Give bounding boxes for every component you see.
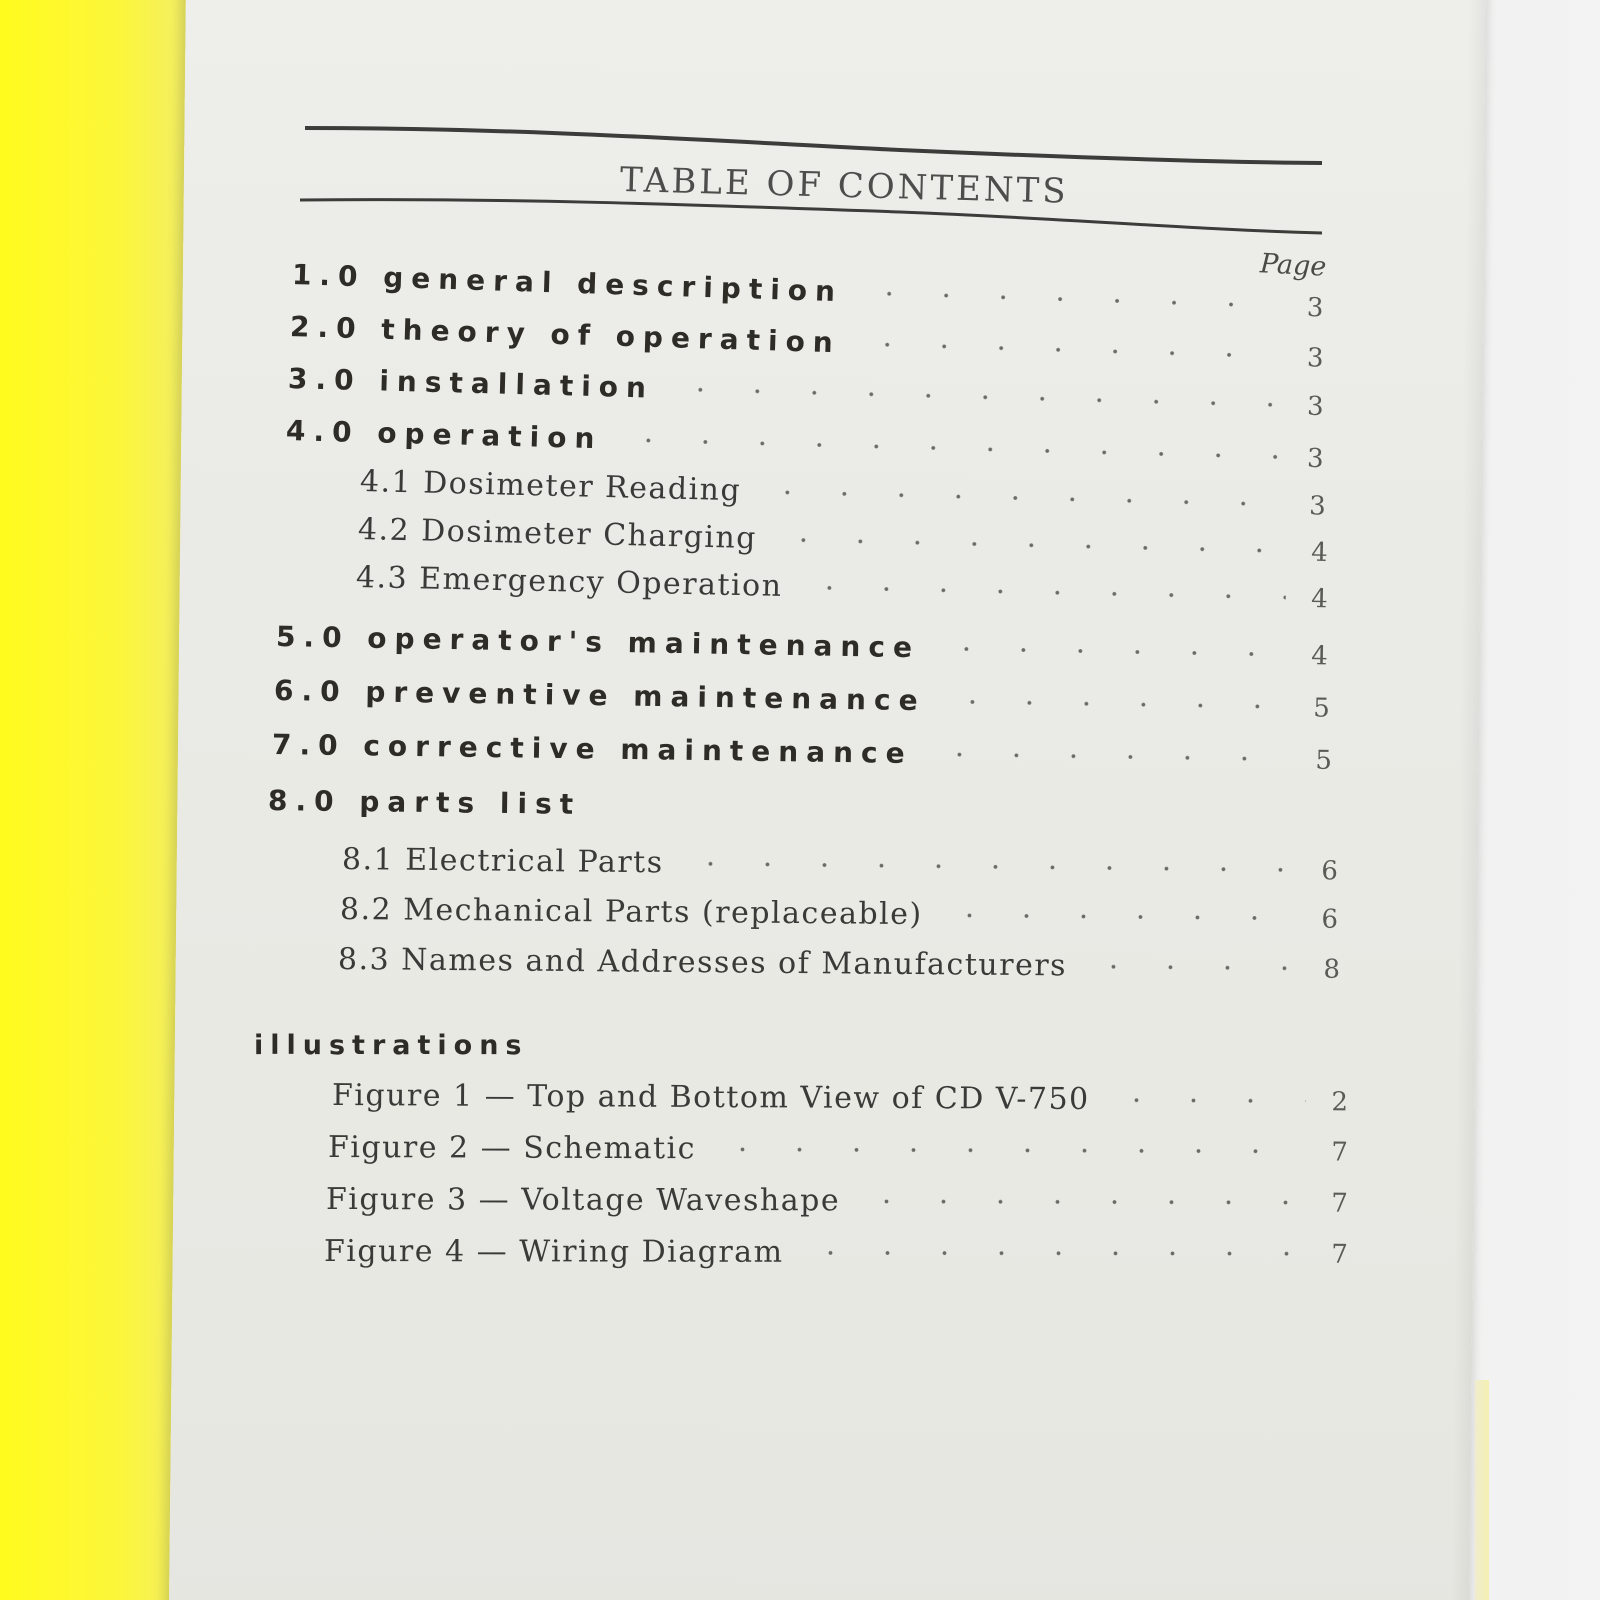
figure-entry-page: 2 xyxy=(1331,1087,1349,1118)
toc-entry-label: 7.0 corrective maintenance xyxy=(271,728,913,770)
toc-entry-page: 3 xyxy=(1306,343,1324,374)
toc-entry-label: 2.0 theory of operation xyxy=(289,310,842,360)
toc-entry xyxy=(276,620,1328,671)
dot-leader xyxy=(759,489,1284,506)
dot-leader xyxy=(1085,964,1298,970)
dot-leader xyxy=(941,913,1296,920)
toc-subentry-page: 6 xyxy=(1321,856,1339,887)
toc-subentry-page: 8 xyxy=(1323,954,1341,985)
figure-entry-label: Figure 3 — Voltage Waveshape xyxy=(325,1182,841,1219)
dot-leader xyxy=(944,699,1288,708)
toc-entry xyxy=(291,258,1324,323)
dot-leader xyxy=(858,1199,1306,1204)
toc-entry-label: 8.0 parts list xyxy=(267,784,582,821)
toc-subentry-label: 8.1 Electrical Parts xyxy=(341,842,664,881)
dot-leader xyxy=(682,861,1296,871)
toc-entry xyxy=(290,310,1325,374)
toc-entry-page: 4 xyxy=(1311,641,1329,672)
figure-entry-label: Figure 4 — Wiring Diagram xyxy=(323,1234,784,1270)
toc-entry-page: 5 xyxy=(1313,693,1331,724)
figure-entry-page: 7 xyxy=(1331,1239,1349,1270)
figure-entry-label: Figure 1 — Top and Bottom View of CD V-750 xyxy=(331,1078,1090,1117)
toc-entry xyxy=(268,784,582,821)
dot-leader xyxy=(931,752,1290,761)
toc-entry-label: 4.0 operation xyxy=(285,414,603,456)
dot-leader xyxy=(938,646,1286,656)
toc-subentry-page: 4 xyxy=(1310,537,1329,569)
figure-entry-label: Figure 2 — Schematic xyxy=(327,1130,697,1167)
toc-entry-page: 3 xyxy=(1306,443,1324,475)
figure-entry xyxy=(324,1234,1348,1271)
figure-entry-page: 7 xyxy=(1331,1137,1349,1168)
figure-entry xyxy=(326,1182,1348,1220)
toc-entry-page: 3 xyxy=(1306,292,1324,324)
dot-leader xyxy=(775,537,1286,553)
figure-entry-page: 7 xyxy=(1331,1188,1349,1219)
toc-subentry-label: 4.3 Emergency Operation xyxy=(355,560,783,604)
toc-subentry-label: 4.1 Dosimeter Reading xyxy=(359,464,742,509)
dot-leader xyxy=(672,387,1282,407)
dot-leader xyxy=(620,437,1281,458)
toc-entry-label: 5.0 operator's maintenance xyxy=(275,620,921,665)
toc-subentry-label: 8.3 Names and Addresses of Manufacturers xyxy=(337,942,1068,984)
toc-entry-label: 6.0 preventive maintenance xyxy=(273,674,926,718)
dot-leader xyxy=(859,341,1282,358)
dot-leader xyxy=(800,585,1285,599)
toc-entry xyxy=(288,362,1325,422)
toc-subentry-page: 4 xyxy=(1310,584,1329,615)
toc-subentry-label: 4.2 Dosimeter Charging xyxy=(357,512,758,557)
figure-entry xyxy=(328,1130,1348,1169)
toc-entry xyxy=(272,728,1332,776)
figure-entry xyxy=(332,1078,1348,1118)
toc-entry xyxy=(274,674,1330,724)
toc-subentry xyxy=(338,942,1340,986)
toc-entry-label: 1.0 general description xyxy=(291,258,844,309)
page-title: TABLE OF CONTENTS xyxy=(619,160,1070,212)
toc-subentry xyxy=(340,892,1338,936)
toc-entry-page: 5 xyxy=(1315,745,1333,776)
toc-subentry xyxy=(342,842,1338,887)
toc-entry-label: 3.0 installation xyxy=(287,362,655,405)
toc-subentry xyxy=(356,560,1329,615)
illustrations-heading: illustrations xyxy=(254,1030,529,1061)
dot-leader xyxy=(1108,1098,1306,1103)
toc-subentry xyxy=(360,464,1327,523)
toc-subentry xyxy=(358,512,1329,569)
toc-entry-page: 3 xyxy=(1306,391,1324,423)
toc-subentry-page: 6 xyxy=(1321,904,1339,935)
dot-leader xyxy=(802,1250,1306,1255)
toc-subentry-page: 3 xyxy=(1308,491,1327,522)
dot-leader xyxy=(861,290,1282,307)
dot-leader xyxy=(714,1147,1306,1153)
toc-subentry-label: 8.2 Mechanical Parts (replaceable) xyxy=(339,892,923,933)
page-column-header: Page xyxy=(1259,248,1328,283)
